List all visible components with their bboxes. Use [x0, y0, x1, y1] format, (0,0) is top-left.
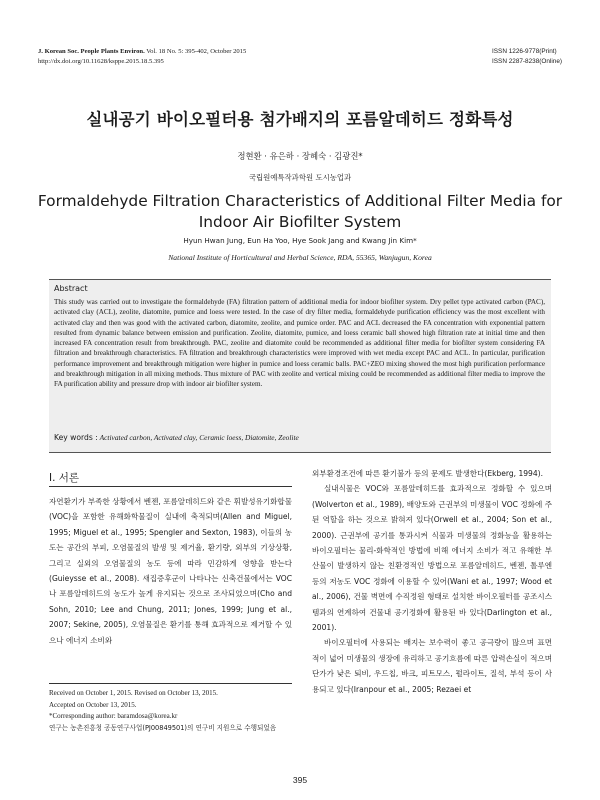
issn-online: ISSN 2287-8238(Online)	[492, 58, 562, 65]
authors-korean: 정현환 · 유은하 · 장혜숙 · 김광진*	[237, 151, 363, 161]
affiliation-korean: 국립원예특작과학원 도시농업과	[248, 173, 352, 182]
body-paragraph: 실내식물은 VOC와 포름알데히드를 효과적으로 정화할 수 있으며(Wolverton et al., 1989), 배양토와 근권부의 미생물이 VOC 정화에 주된 역할을 하는 것으로 밝혀져 있다(Orwell et al., 2004; Son et al., 2000). 근권부에 공기를 통과시켜 식물과 미생물의 정화능을 활용하는 바이오필터는 물리-화학적인 방법에 비해 에너지 소비가 적고 유해한 부산물이 발생하지 않는 친환경적인 방법으로 포름알데히드, 벤젠, 톨루엔 등의 저농도 VOC 정화에 이용할 수 있어(Wani et al., 1997; Wood et al., 2006), 건물 벽면에 수직정원 형태로 설치한 바이오필터를 공조시스템과의 연계하여 건물내 공기정화에 활용된 바 있다(Darlington et al., 2001).	[312, 484, 552, 633]
affiliation-english: National Institute of Horticultural and Herbal Science, RDA, 55365, Wanjugun, Korea	[168, 253, 432, 262]
accepted-date: Accepted on October 13, 2015.	[49, 700, 137, 709]
issn-print: ISSN 1226-9778(Print)	[492, 48, 557, 55]
authors-english: Hyun Hwan Jung, Eun Ha Yoo, Hye Sook Jang and Kwang Jin Kim*	[183, 236, 417, 245]
body-paragraph: 바이오필터에 사용되는 배지는 보수력이 좋고 공극량이 많으며 표면적이 넓어 미생물의 생장에 유리하고 공기흐름에 따른 압력손실이 적으며 단가가 낮은 퇴비, 우드칩, 바크, 피트모스, 펄라이트, 질석, 부석 등이 사용되고 있다(Iranpour et al., 2005; Rezaei et	[312, 638, 552, 694]
funding-note: 연구는 농촌진흥청 공동연구사업(PJ00849501)의 연구비 지원으로 수행되었음	[49, 723, 277, 732]
title-korean: 실내공기 바이오필터용 첨가배지의 포름알데히드 정화특성	[86, 110, 514, 129]
footnote	[49, 688, 292, 734]
section-heading: Ⅰ. 서론	[49, 472, 80, 484]
journal-header	[38, 47, 246, 67]
keywords-list: Activated carbon, Activated clay, Ceramic loess, Diatomite, Zeolite	[99, 433, 299, 442]
keywords	[54, 433, 545, 442]
title-english: Formaldehyde Filtration Characteristics of Additional Filter Media for Indoor Air Biofilter System	[37, 192, 563, 231]
abstract-box	[49, 279, 551, 453]
page-number: 395	[292, 775, 308, 785]
corresponding-author: *Corresponding author: baramdosa@korea.kr	[49, 712, 178, 720]
received-date: Received on October 1, 2015. Revised on October 13, 2015.	[49, 689, 218, 697]
section-rule	[49, 486, 292, 487]
doi-link[interactable]: http://dx.doi.org/10.11628/ksppe.2015.18.5.395	[38, 58, 164, 65]
abstract-text: This study was carried out to investigate the formaldehyde (FA) filtration pattern of additional media for indoor biofilter system. Dry pellet type activated carbon (PAC), activated clay (ACL), zeolite, diatomite, pumice and loess were tested. In the case of dry filter media, formaldehyde purification efficiency was the most excellent with activated clay and then was good with the activated carbon, diatomite, zeolite, and pumice order. PAC and ACL decreased the FA concentration with exponential pattern resulted from dynamic balance between emission and purification. Zeolite, diatomite, pumice, and loess ceramic ball showed high filtration rate at initial time and then increased FA concentration result from breakthrough. PAC, zeolite and diatomite could be recommended as additional filter media for biofilter system considering FA filtration and breakthrough characteristics. FA filtration and breakthrough characteristics were improved with wet media except PAC and ACL. In particular, purification performance improvement and breakthrough mitigation were higher in pumice and loess ceramic balls. PAC+ZEO mixing showed the most high purification performance and breakthrough mitigation in all mixing methods. Thus mixture of PAC with zeolite and vertical mixing could be recommended as additional filter media to improve the FA purification ability and pressure drop with indoor air biofilter system.	[54, 298, 545, 389]
footnote-rule	[49, 683, 292, 684]
body-paragraph: 외부환경조건에 따른 환기불가 등의 문제도 발생한다(Ekberg, 1994).	[312, 469, 544, 478]
keywords-label: Key words :	[54, 433, 98, 442]
abstract-heading: Abstract	[54, 284, 88, 293]
journal-name: J. Korean Soc. People Plants Environ.	[38, 48, 145, 55]
journal-volume: Vol. 18 No. 5: 395-402, October 2015	[146, 48, 247, 55]
body-left-column: 자연환기가 부족한 상황에서 벤젠, 포름알데히드와 같은 휘발성유기화합물(VOC)을 포함한 유해화학물질이 실내에 축적되며(Allen and Miguel, 1995; Miguel et al., 1995; Spengler and Sexton, 1983), 이들의 농도는 공간의 부피, 오염물질의 발생 및 제거율, 환기량, 외부의 기상상황, 그리고 실외의 오염물질의 농도 등에 따라 민감하게 영향을 받는다(Guieysse et al., 2008). 새집증후군이 나타나는 신축건물에서는 VOC나 포름알데히드의 농도가 높게 유지되는 것으로 조사되었으며(Cho and Sohn, 2010; Lee and Chung, 2011; Jones, 1999; Jung et al., 2007; Sekine, 2005), 오염물질은 환기를 통해 효과적으로 제거할 수 있으나 에너지 소비와	[49, 497, 292, 645]
body-right-column	[312, 466, 552, 697]
issn-block	[492, 47, 562, 67]
